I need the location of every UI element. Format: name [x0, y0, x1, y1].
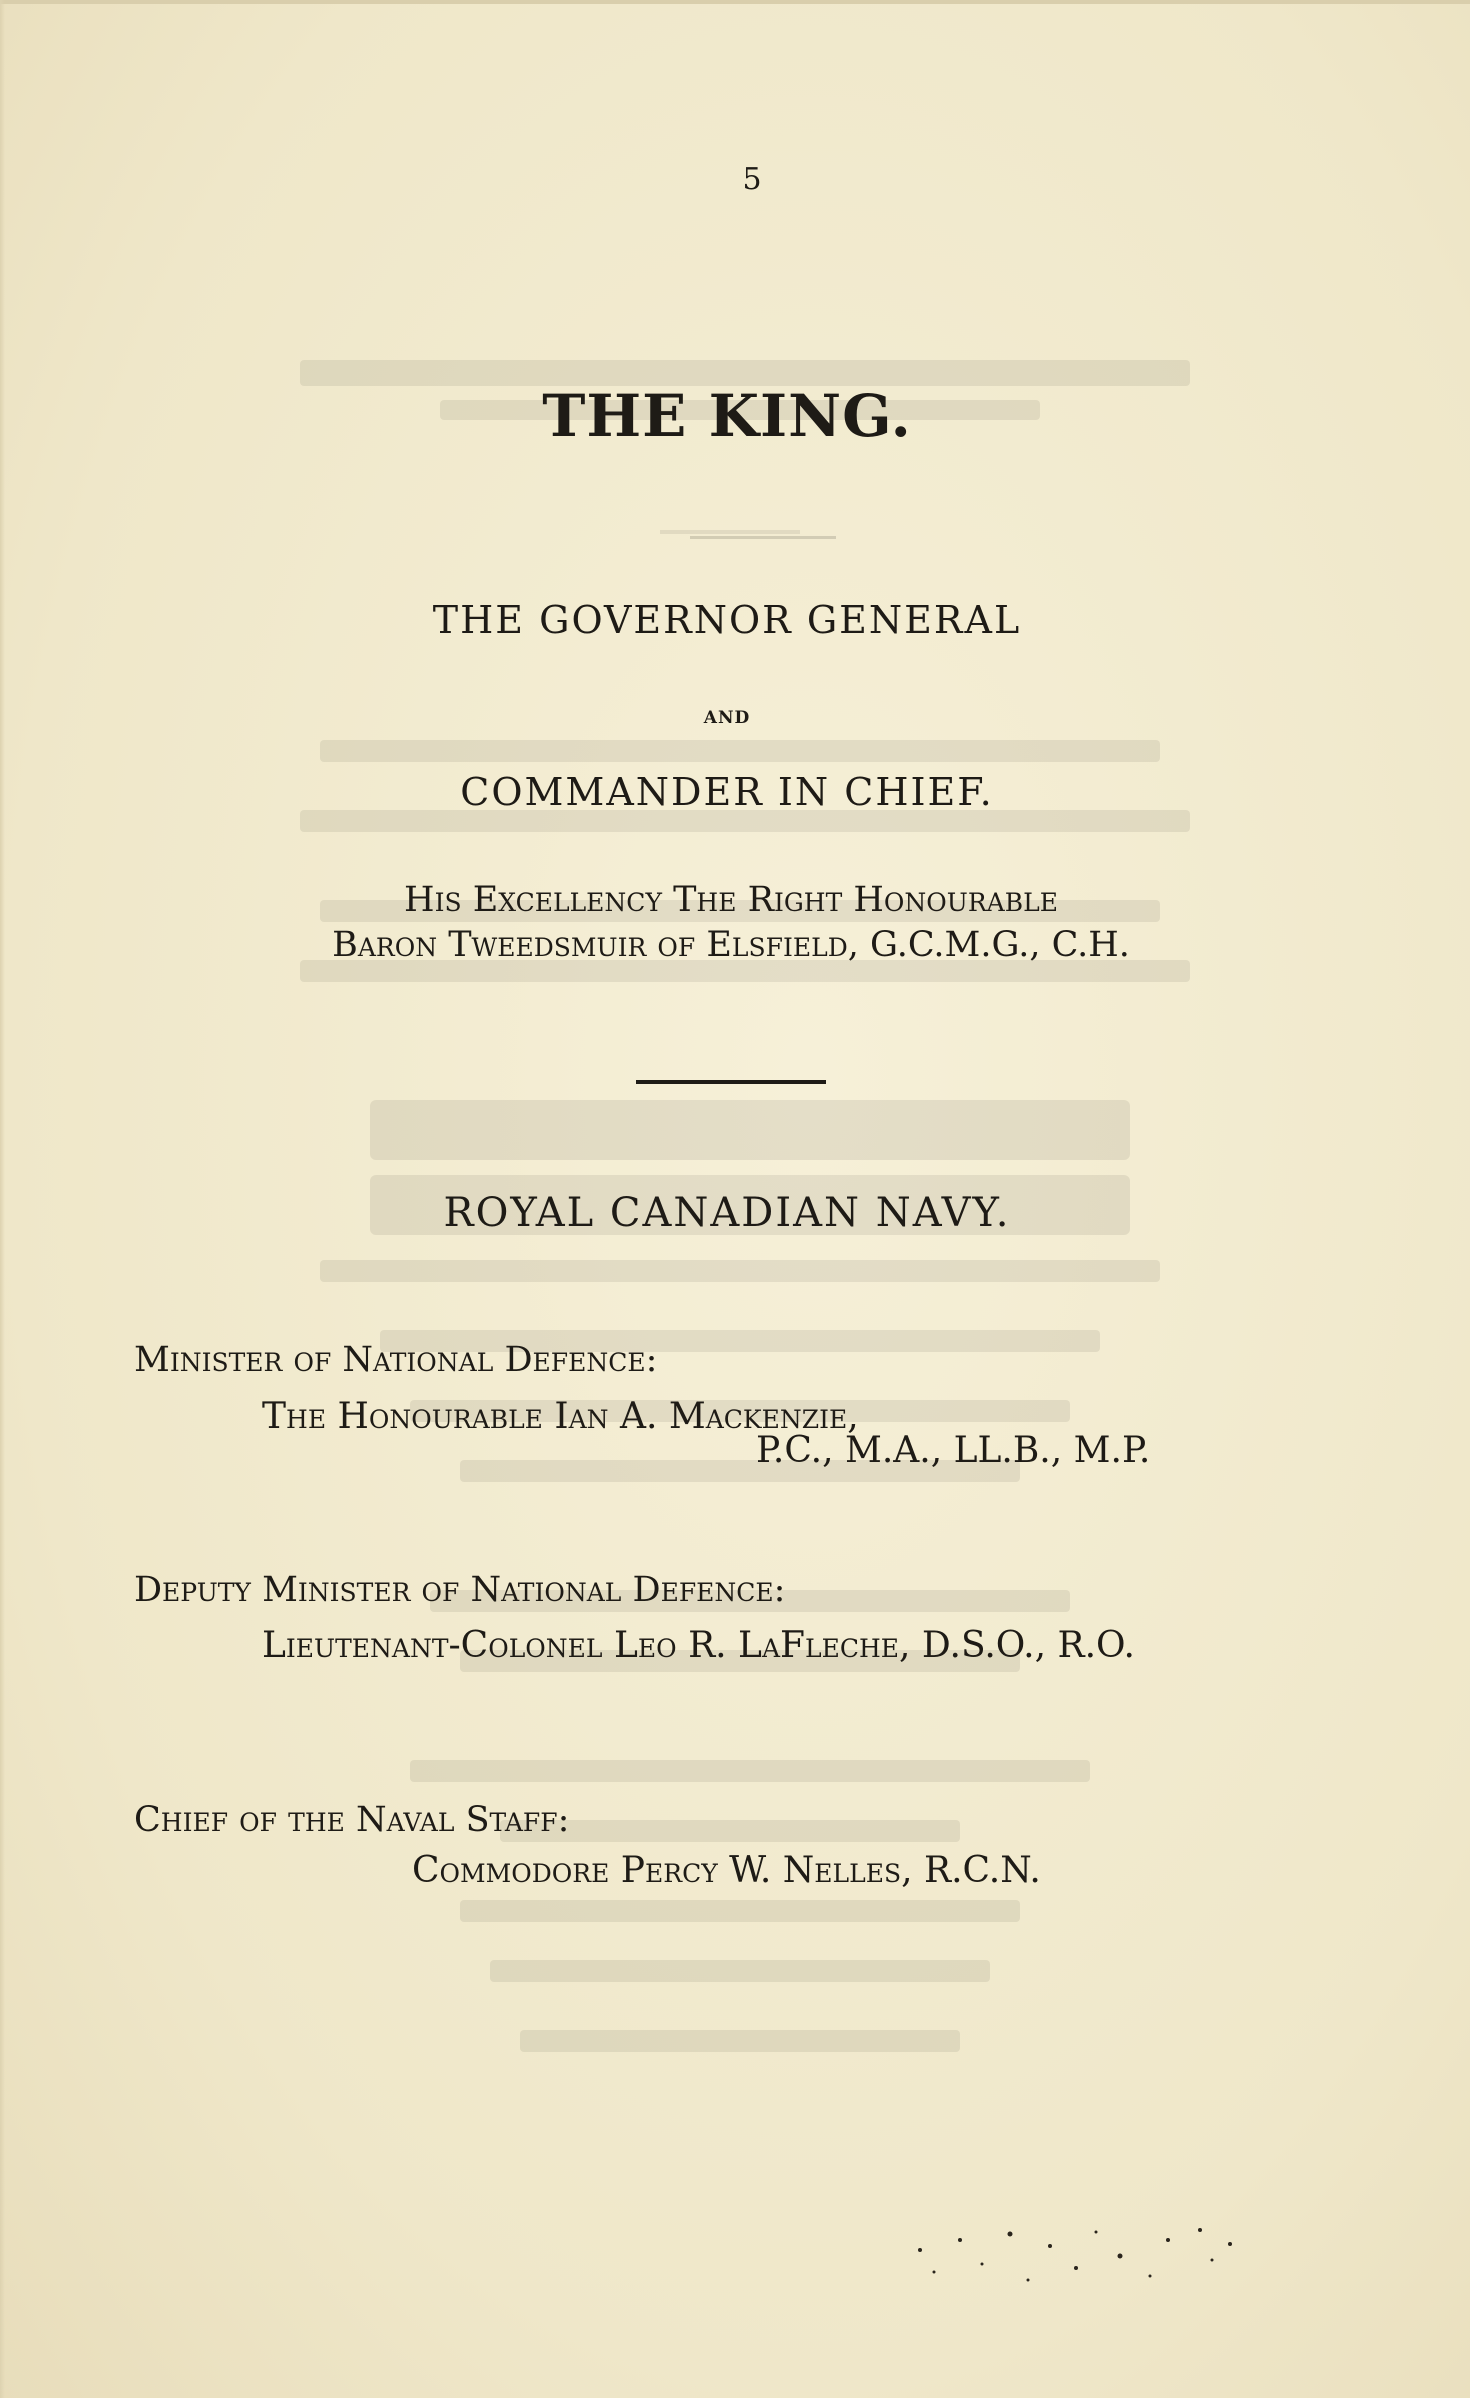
- minister-office-label: Minister of National Defence:: [134, 1340, 658, 1380]
- conjunction-and: and: [703, 700, 751, 729]
- page-left-edge: [0, 0, 5, 2398]
- governor-style-line: His Excellency The Right Honourable: [404, 880, 1058, 920]
- page-number: 5: [742, 162, 762, 197]
- paper-specks: [900, 2210, 1260, 2330]
- minister-name: The Honourable Ian A. Mackenzie,: [262, 1396, 859, 1437]
- commander-in-chief-title: COMMANDER IN CHIEF.: [460, 770, 994, 814]
- governor-general-title: THE GOVERNOR GENERAL: [432, 598, 1022, 642]
- minister-honours: P.C., M.A., LL.B., M.P.: [756, 1430, 1151, 1471]
- chief-naval-staff-office-label: Chief of the Naval Staff:: [134, 1800, 570, 1840]
- deputy-minister-office-label: Deputy Minister of National Defence:: [134, 1570, 786, 1610]
- section-divider-rule: [636, 1080, 826, 1084]
- main-heading: THE KING.: [542, 382, 912, 450]
- deputy-minister-name: Lieutenant-Colonel Leo R. LaFleche, D.S.O., R.O.: [262, 1625, 1135, 1666]
- page-top-edge: [0, 0, 1470, 4]
- service-heading: ROYAL CANADIAN NAVY.: [443, 1190, 1011, 1236]
- chief-naval-staff-name: Commodore Percy W. Nelles, R.C.N.: [412, 1850, 1041, 1891]
- governor-name-line: Baron Tweedsmuir of Elsfield, G.C.M.G., C.H.: [332, 925, 1130, 965]
- faint-rule: [690, 536, 836, 539]
